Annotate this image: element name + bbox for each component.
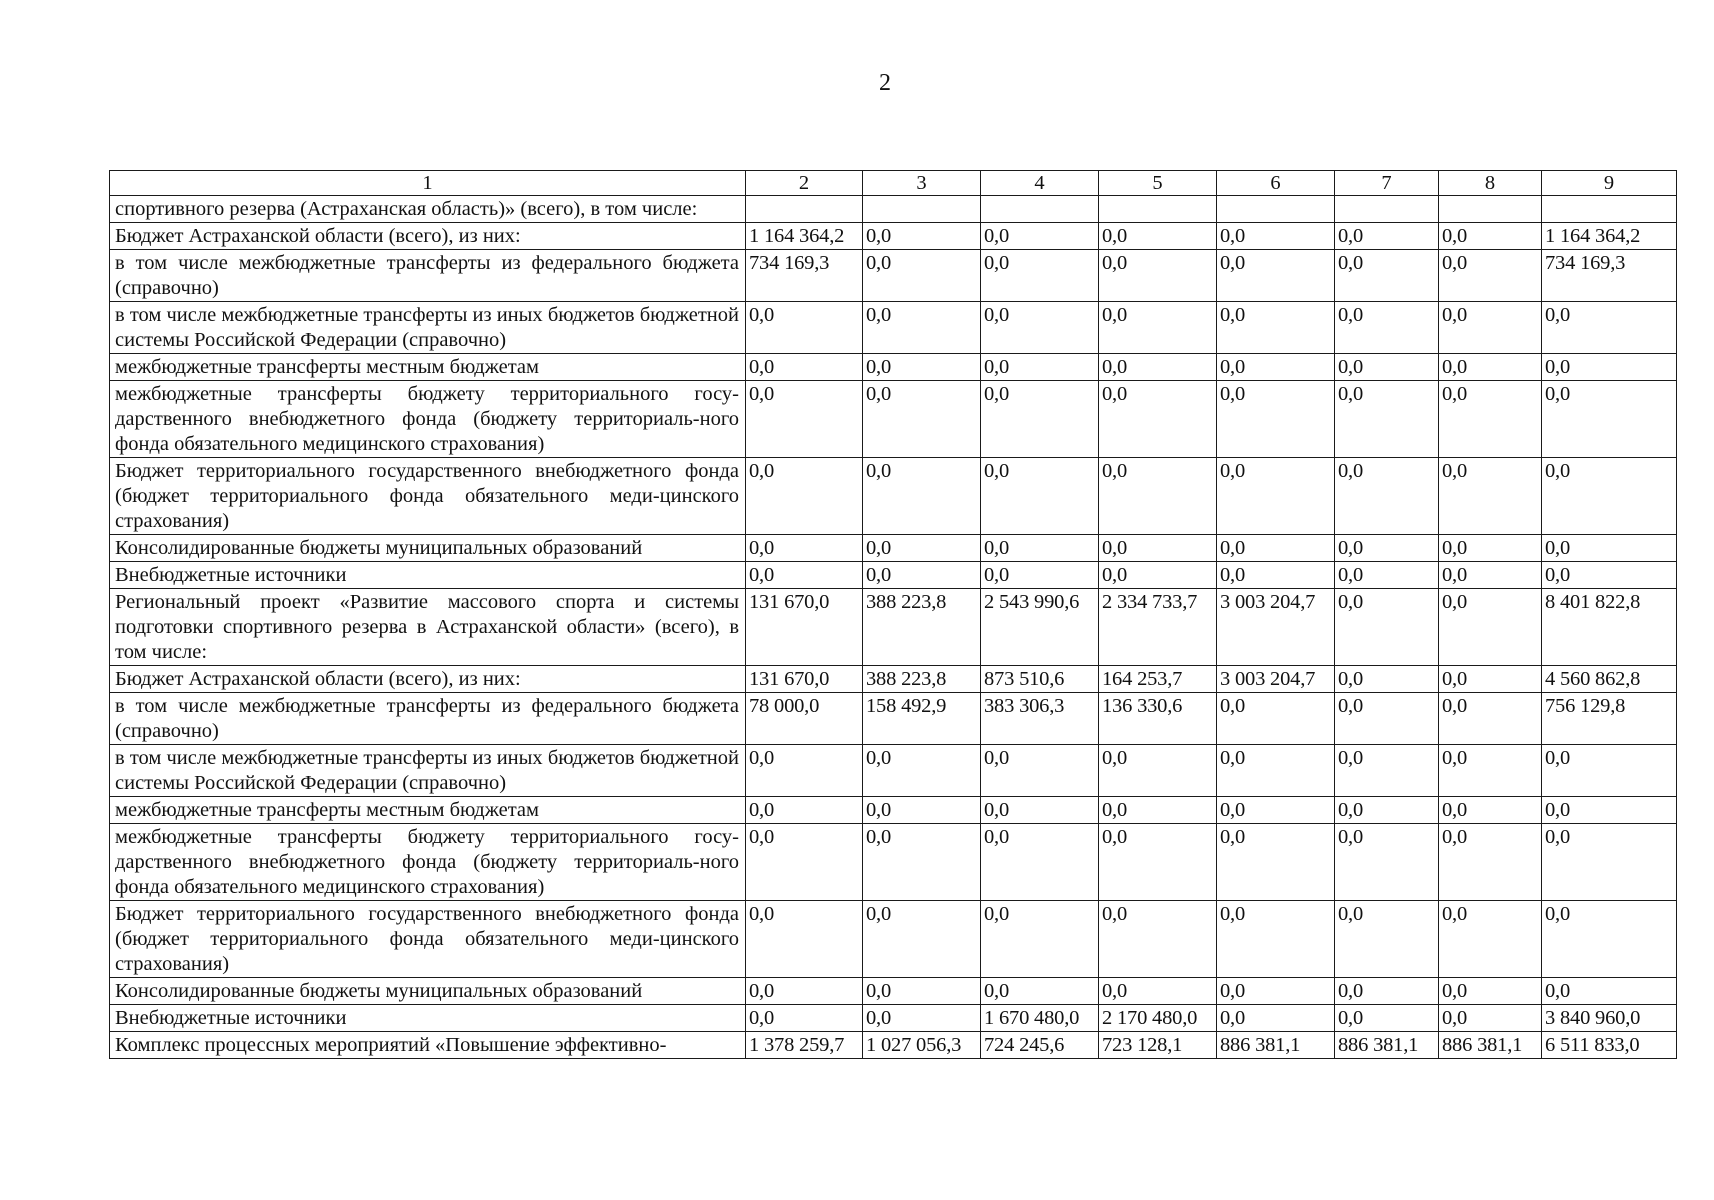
value-cell: 0,0: [746, 302, 863, 354]
table-row: [110, 901, 1677, 978]
value-cell: [1542, 196, 1677, 223]
value-cell: 886 381,1: [1217, 1032, 1335, 1059]
value-cell: 0,0: [981, 824, 1099, 901]
row-label: Внебюджетные источники: [110, 562, 746, 589]
value-cell: 0,0: [1542, 824, 1677, 901]
value-cell: 0,0: [746, 354, 863, 381]
value-cell: 0,0: [1335, 250, 1439, 302]
value-cell: 886 381,1: [1335, 1032, 1439, 1059]
value-cell: 0,0: [746, 824, 863, 901]
value-cell: 0,0: [1217, 354, 1335, 381]
value-cell: 0,0: [1335, 745, 1439, 797]
value-cell: 756 129,8: [1542, 693, 1677, 745]
table-body: [110, 196, 1677, 1059]
table-row: [110, 666, 1677, 693]
table-row: [110, 1005, 1677, 1032]
value-cell: 724 245,6: [981, 1032, 1099, 1059]
value-cell: 0,0: [1439, 354, 1542, 381]
column-header: 9: [1542, 171, 1677, 196]
value-cell: 0,0: [1439, 797, 1542, 824]
value-cell: 0,0: [1217, 824, 1335, 901]
table-row: [110, 693, 1677, 745]
value-cell: 0,0: [863, 223, 981, 250]
value-cell: 0,0: [1542, 901, 1677, 978]
table-header-row: [110, 171, 1677, 196]
column-header: 3: [863, 171, 981, 196]
value-cell: 3 840 960,0: [1542, 1005, 1677, 1032]
value-cell: 0,0: [1335, 535, 1439, 562]
value-cell: 0,0: [1099, 458, 1217, 535]
value-cell: 0,0: [746, 901, 863, 978]
row-label: в том числе межбюджетные трансферты из иных бюджетов бюджетной системы Российской Федерации (справочно): [110, 745, 746, 797]
value-cell: [1335, 196, 1439, 223]
column-header: 5: [1099, 171, 1217, 196]
value-cell: 0,0: [746, 745, 863, 797]
value-cell: 0,0: [1439, 381, 1542, 458]
value-cell: 0,0: [1099, 535, 1217, 562]
value-cell: 0,0: [746, 797, 863, 824]
value-cell: 0,0: [863, 745, 981, 797]
value-cell: 2 170 480,0: [1099, 1005, 1217, 1032]
value-cell: 388 223,8: [863, 666, 981, 693]
value-cell: 0,0: [746, 562, 863, 589]
value-cell: 0,0: [863, 458, 981, 535]
value-cell: [1439, 196, 1542, 223]
value-cell: 0,0: [1099, 381, 1217, 458]
value-cell: 0,0: [1439, 978, 1542, 1005]
row-label: межбюджетные трансферты бюджету территориального госу-дарственного внебюджетного фонда (бюджету территориаль-ного фонда обязательного медицинского страхования): [110, 824, 746, 901]
value-cell: 0,0: [1217, 693, 1335, 745]
value-cell: 0,0: [981, 458, 1099, 535]
row-label: в том числе межбюджетные трансферты из федерального бюджета (справочно): [110, 250, 746, 302]
row-label: в том числе межбюджетные трансферты из федерального бюджета (справочно): [110, 693, 746, 745]
value-cell: 0,0: [863, 535, 981, 562]
value-cell: 1 670 480,0: [981, 1005, 1099, 1032]
value-cell: 0,0: [1542, 302, 1677, 354]
table-row: [110, 302, 1677, 354]
value-cell: 0,0: [1335, 302, 1439, 354]
page-number: 2: [879, 70, 891, 96]
value-cell: 0,0: [1217, 302, 1335, 354]
value-cell: 0,0: [1439, 666, 1542, 693]
table-row: [110, 196, 1677, 223]
table-row: [110, 250, 1677, 302]
value-cell: 0,0: [1217, 535, 1335, 562]
table-row: [110, 824, 1677, 901]
row-label: Бюджет территориального государственного внебюджетного фонда (бюджет территориального фонда обязательного меди-цинского страхования): [110, 458, 746, 535]
value-cell: 131 670,0: [746, 589, 863, 666]
column-header: 1: [110, 171, 746, 196]
value-cell: 0,0: [746, 1005, 863, 1032]
value-cell: 4 560 862,8: [1542, 666, 1677, 693]
value-cell: 0,0: [981, 978, 1099, 1005]
value-cell: 0,0: [1439, 1005, 1542, 1032]
value-cell: 0,0: [1335, 901, 1439, 978]
value-cell: 734 169,3: [1542, 250, 1677, 302]
value-cell: 0,0: [1217, 458, 1335, 535]
value-cell: 131 670,0: [746, 666, 863, 693]
value-cell: 0,0: [981, 562, 1099, 589]
value-cell: 0,0: [1099, 745, 1217, 797]
value-cell: 0,0: [981, 745, 1099, 797]
value-cell: 0,0: [1099, 223, 1217, 250]
value-cell: 0,0: [1217, 745, 1335, 797]
value-cell: 0,0: [1099, 354, 1217, 381]
value-cell: 0,0: [746, 978, 863, 1005]
value-cell: 0,0: [1099, 824, 1217, 901]
row-label: межбюджетные трансферты местным бюджетам: [110, 354, 746, 381]
value-cell: 0,0: [863, 354, 981, 381]
value-cell: 1 027 056,3: [863, 1032, 981, 1059]
value-cell: 0,0: [1217, 250, 1335, 302]
value-cell: [746, 196, 863, 223]
value-cell: 0,0: [1542, 562, 1677, 589]
value-cell: 0,0: [1217, 797, 1335, 824]
value-cell: 0,0: [863, 250, 981, 302]
value-cell: 0,0: [1217, 381, 1335, 458]
table-row: [110, 589, 1677, 666]
column-header: 2: [746, 171, 863, 196]
value-cell: 3 003 204,7: [1217, 589, 1335, 666]
value-cell: 6 511 833,0: [1542, 1032, 1677, 1059]
row-label: межбюджетные трансферты местным бюджетам: [110, 797, 746, 824]
row-label: Консолидированные бюджеты муниципальных образований: [110, 535, 746, 562]
row-label: в том числе межбюджетные трансферты из иных бюджетов бюджетной системы Российской Федерации (справочно): [110, 302, 746, 354]
value-cell: [1099, 196, 1217, 223]
value-cell: 0,0: [1335, 589, 1439, 666]
value-cell: 0,0: [1542, 978, 1677, 1005]
table-row: [110, 354, 1677, 381]
table-row: [110, 535, 1677, 562]
value-cell: 0,0: [1439, 562, 1542, 589]
value-cell: 734 169,3: [746, 250, 863, 302]
value-cell: 0,0: [1542, 381, 1677, 458]
value-cell: 0,0: [863, 824, 981, 901]
value-cell: 0,0: [1439, 901, 1542, 978]
value-cell: 0,0: [981, 797, 1099, 824]
value-cell: 0,0: [1439, 250, 1542, 302]
value-cell: 158 492,9: [863, 693, 981, 745]
value-cell: 0,0: [981, 381, 1099, 458]
value-cell: 0,0: [1542, 745, 1677, 797]
value-cell: 0,0: [1335, 354, 1439, 381]
table-row: [110, 1032, 1677, 1059]
value-cell: 0,0: [1217, 901, 1335, 978]
value-cell: 0,0: [1099, 978, 1217, 1005]
table-row: [110, 223, 1677, 250]
value-cell: 0,0: [1099, 302, 1217, 354]
row-label: межбюджетные трансферты бюджету территориального госу-дарственного внебюджетного фонда (бюджету территориаль-ного фонда обязательного медицинского страхования): [110, 381, 746, 458]
value-cell: 1 164 364,2: [746, 223, 863, 250]
value-cell: 0,0: [1335, 797, 1439, 824]
value-cell: 0,0: [1217, 223, 1335, 250]
value-cell: 0,0: [1335, 458, 1439, 535]
table-row: [110, 797, 1677, 824]
value-cell: 0,0: [1439, 745, 1542, 797]
value-cell: 0,0: [1099, 562, 1217, 589]
value-cell: 0,0: [981, 354, 1099, 381]
row-label: Бюджет Астраханской области (всего), из них:: [110, 223, 746, 250]
value-cell: 0,0: [1335, 824, 1439, 901]
row-label: Региональный проект «Развитие массового спорта и системы подготовки спортивного резерва в Астраханской области» (всего), в том числе:: [110, 589, 746, 666]
value-cell: 1 164 364,2: [1542, 223, 1677, 250]
value-cell: 0,0: [1439, 589, 1542, 666]
column-header: 4: [981, 171, 1099, 196]
row-label: Комплекс процессных мероприятий «Повышение эффективно-: [110, 1032, 746, 1059]
table-row: [110, 562, 1677, 589]
budget-table: [109, 170, 1677, 1059]
table-row: [110, 978, 1677, 1005]
value-cell: 0,0: [1335, 562, 1439, 589]
value-cell: [863, 196, 981, 223]
value-cell: 0,0: [1099, 250, 1217, 302]
value-cell: 873 510,6: [981, 666, 1099, 693]
value-cell: 0,0: [1439, 824, 1542, 901]
value-cell: 0,0: [1099, 797, 1217, 824]
value-cell: 0,0: [1217, 978, 1335, 1005]
value-cell: 0,0: [863, 302, 981, 354]
value-cell: 3 003 204,7: [1217, 666, 1335, 693]
value-cell: 0,0: [1335, 381, 1439, 458]
row-label: Бюджет Астраханской области (всего), из них:: [110, 666, 746, 693]
value-cell: 0,0: [1335, 693, 1439, 745]
value-cell: 0,0: [1439, 693, 1542, 745]
value-cell: 164 253,7: [1099, 666, 1217, 693]
value-cell: 0,0: [1439, 223, 1542, 250]
value-cell: 0,0: [1439, 458, 1542, 535]
value-cell: 0,0: [1335, 1005, 1439, 1032]
value-cell: 0,0: [863, 797, 981, 824]
value-cell: 383 306,3: [981, 693, 1099, 745]
value-cell: 0,0: [746, 458, 863, 535]
value-cell: 0,0: [1542, 535, 1677, 562]
row-label: спортивного резерва (Астраханская область)» (всего), в том числе:: [110, 196, 746, 223]
value-cell: 0,0: [863, 901, 981, 978]
table-row: [110, 458, 1677, 535]
column-header: 6: [1217, 171, 1335, 196]
value-cell: 0,0: [863, 978, 981, 1005]
value-cell: 0,0: [1542, 797, 1677, 824]
value-cell: 723 128,1: [1099, 1032, 1217, 1059]
value-cell: 0,0: [1439, 535, 1542, 562]
table-row: [110, 745, 1677, 797]
value-cell: 8 401 822,8: [1542, 589, 1677, 666]
value-cell: 0,0: [1335, 978, 1439, 1005]
value-cell: 2 543 990,6: [981, 589, 1099, 666]
value-cell: 0,0: [981, 901, 1099, 978]
value-cell: 0,0: [1335, 223, 1439, 250]
value-cell: 1 378 259,7: [746, 1032, 863, 1059]
row-label: Бюджет территориального государственного внебюджетного фонда (бюджет территориального фонда обязательного меди-цинского страхования): [110, 901, 746, 978]
value-cell: 0,0: [1542, 354, 1677, 381]
value-cell: [1217, 196, 1335, 223]
value-cell: 0,0: [981, 535, 1099, 562]
value-cell: 388 223,8: [863, 589, 981, 666]
value-cell: 0,0: [1217, 562, 1335, 589]
value-cell: 886 381,1: [1439, 1032, 1542, 1059]
value-cell: 0,0: [1099, 901, 1217, 978]
value-cell: 0,0: [981, 223, 1099, 250]
row-label: Консолидированные бюджеты муниципальных образований: [110, 978, 746, 1005]
value-cell: [981, 196, 1099, 223]
value-cell: 0,0: [863, 562, 981, 589]
value-cell: 0,0: [863, 381, 981, 458]
value-cell: 0,0: [863, 1005, 981, 1032]
table-row: [110, 381, 1677, 458]
value-cell: 0,0: [1542, 458, 1677, 535]
row-label: Внебюджетные источники: [110, 1005, 746, 1032]
value-cell: 0,0: [1335, 666, 1439, 693]
column-header: 7: [1335, 171, 1439, 196]
value-cell: 2 334 733,7: [1099, 589, 1217, 666]
value-cell: 0,0: [1439, 302, 1542, 354]
value-cell: 0,0: [981, 302, 1099, 354]
value-cell: 0,0: [981, 250, 1099, 302]
value-cell: 0,0: [746, 381, 863, 458]
value-cell: 78 000,0: [746, 693, 863, 745]
value-cell: 0,0: [746, 535, 863, 562]
column-header: 8: [1439, 171, 1542, 196]
value-cell: 136 330,6: [1099, 693, 1217, 745]
value-cell: 0,0: [1217, 1005, 1335, 1032]
